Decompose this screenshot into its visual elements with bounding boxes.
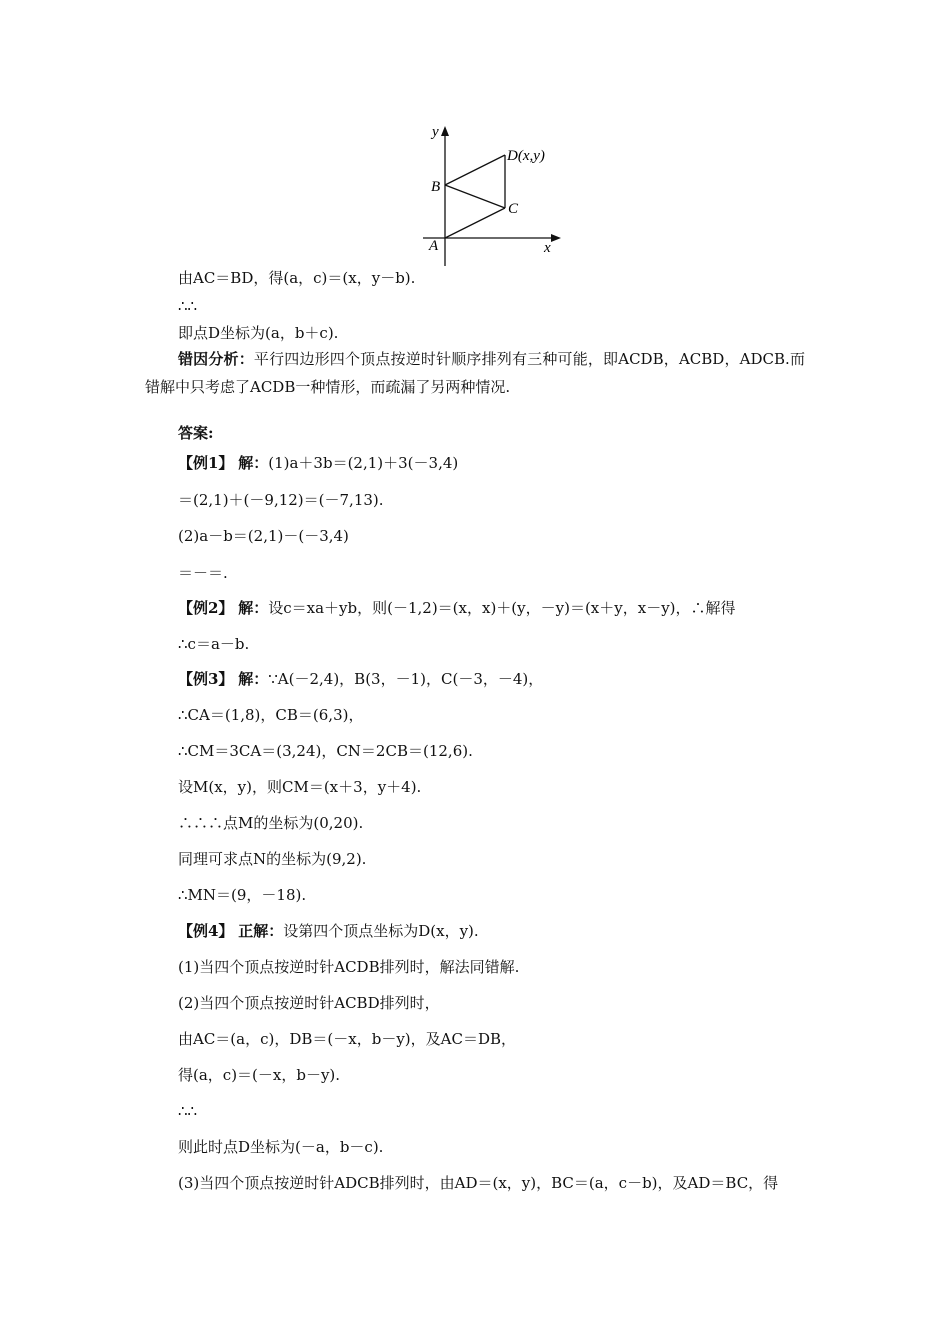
label-x: x (544, 240, 551, 256)
example-3-text: ∵A(－2,4)，B(3，－1)，C(－3，－4)， (268, 670, 544, 688)
label-y: y (432, 124, 439, 140)
example-2-text: 设c＝xa＋yb，则(－1,2)＝(x，x)＋(y，－y)＝(x＋y，x－y)，∴解得 (268, 599, 736, 617)
example-4-head: 正解： (238, 922, 284, 940)
segment-bc (445, 185, 505, 208)
example-3-head: 解： (238, 670, 269, 688)
example-4-line-8: (3)当四个顶点按逆时针ADCB排列时，由AD＝(x，y)，BC＝(a，c－b)，及AD＝BC，得 (178, 1174, 779, 1192)
label-d: D(x,y) (507, 148, 545, 164)
example-4-line-4: 由AC＝(a，c)，DB＝(－x，b－y)，及AC＝DB， (178, 1030, 517, 1048)
label-c: C (508, 201, 519, 217)
error-analysis-paragraph (145, 345, 805, 401)
example-4-line-1 (178, 921, 479, 941)
example-1-text: (1)a＋3b＝(2,1)＋3(－3,4) (268, 454, 459, 472)
example-1-line-4: ＝－＝. (178, 564, 228, 582)
x-axis-arrow (551, 234, 561, 242)
example-4-line-2: (1)当四个顶点按逆时针ACDB排列时，解法同错解. (178, 958, 520, 976)
example-1-tag: 【例1】 (178, 454, 234, 472)
example-4-line-5: 得(a，c)＝(－x，b－y). (178, 1066, 341, 1084)
segment-ac (445, 208, 505, 238)
example-2-line-2: ∴c＝a－b. (178, 635, 250, 653)
label-a: A (429, 238, 439, 254)
example-3-line-4: 设M(x，y)，则CM＝(x＋3，y＋4). (178, 778, 422, 796)
error-analysis-title: 错因分析： (178, 350, 254, 368)
example-1-line-3: (2)a－b＝(2,1)－(－3,4) (178, 527, 349, 545)
coordinate-figure (415, 118, 565, 268)
example-2-line-1 (178, 598, 736, 618)
example-4-tag: 【例4】 (178, 922, 234, 940)
example-3-line-2: ∴CA＝(1,8)，CB＝(6,3)， (178, 706, 364, 724)
answer-heading: 答案: (178, 424, 214, 442)
text-line-ac-bd: 由AC＝BD，得(a，c)＝(x，y－b). (178, 269, 416, 287)
example-3-line-1 (178, 669, 543, 689)
example-4-line-7: 则此时点D坐标为(－a，b－c). (178, 1138, 384, 1156)
text-line-therefore: ∴∴ (178, 297, 198, 315)
example-3-line-7: ∴MN＝(9，－18). (178, 886, 307, 904)
example-1-line-2: ＝(2,1)＋(－9,12)＝(－7,13). (178, 491, 384, 509)
example-3-tag: 【例3】 (178, 670, 234, 688)
example-3-line-6: 同理可求点N的坐标为(9,2). (178, 850, 367, 868)
text-line-point-d: 即点D坐标为(a，b＋c). (178, 324, 339, 342)
y-axis-arrow (441, 126, 449, 136)
example-2-head: 解： (238, 599, 269, 617)
example-3-line-5: ∴∴∴点M的坐标为(0,20). (178, 814, 364, 832)
example-1-line-1 (178, 453, 458, 473)
label-b: B (431, 179, 441, 195)
example-1-head: 解： (238, 454, 269, 472)
example-4-text: 设第四个顶点坐标为D(x，y). (283, 922, 479, 940)
example-4-line-6: ∴∴ (178, 1102, 198, 1120)
parallelogram-diagram (415, 118, 565, 268)
example-4-line-3: (2)当四个顶点按逆时针ACBD排列时， (178, 994, 440, 1012)
error-analysis-text: 平行四边形四个顶点按逆时针顺序排列有三种可能，即ACDB，ACBD，ADCB.而错解中只考虑了ACDB一种情形，而疏漏了另两种情况. (145, 350, 805, 396)
example-2-tag: 【例2】 (178, 599, 234, 617)
example-3-line-3: ∴CM＝3CA＝(3,24)，CN＝2CB＝(12,6). (178, 742, 473, 760)
segment-db (445, 155, 505, 185)
